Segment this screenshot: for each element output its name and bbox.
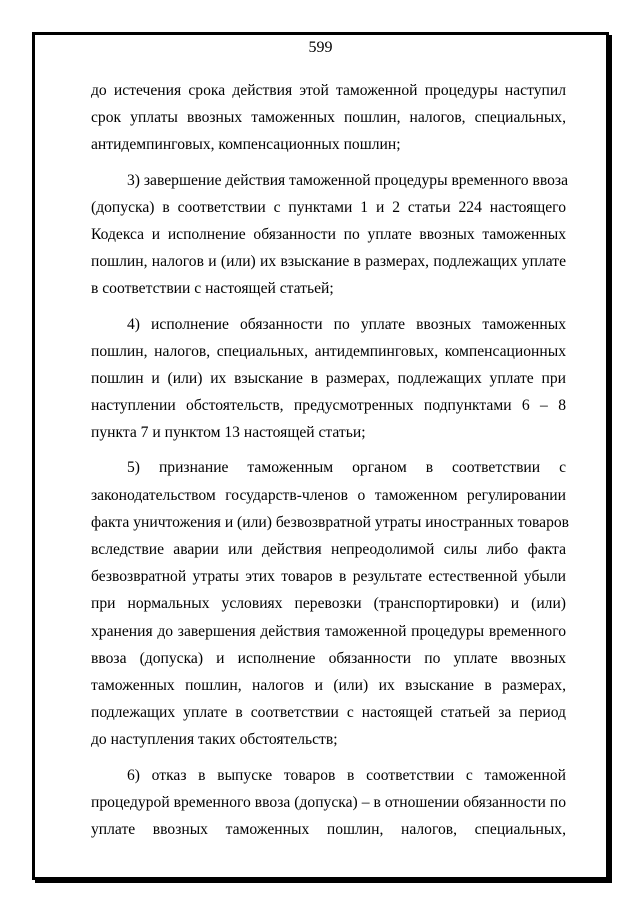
- text-line: (допуска) в соответствии с пунктами 1 и 2 статьи 224 настоящего: [91, 198, 566, 216]
- text-line: безвозвратной утраты этих товаров в результате естественной убыли: [91, 568, 566, 586]
- text-line: уплате ввозных таможенных пошлин, налогов, специальных,: [91, 820, 566, 838]
- text-line: законодательством государств-членов о таможенном регулировании: [91, 486, 566, 504]
- paragraph-p0: [91, 77, 566, 159]
- text-line: антидемпинговых, компенсационных пошлин;: [91, 136, 401, 154]
- text-line: Кодекса и исполнение обязанности по уплате ввозных таможенных: [91, 225, 566, 243]
- text-line: хранения до завершения действия таможенной процедуры временного: [91, 622, 566, 640]
- paragraph-p4: [91, 311, 566, 447]
- text-line: пошлин, налогов, специальных, антидемпинговых, компенсационных: [91, 342, 566, 360]
- text-line: подлежащих уплате в соответствии с настоящей статьей за период: [91, 704, 566, 722]
- text-line: пункта 7 и пунктом 13 настоящей статьи;: [91, 424, 366, 442]
- page-number: 599: [308, 39, 333, 56]
- page-frame: [32, 32, 609, 880]
- text-line: процедурой временного ввоза (допуска) – в отношении обязанности по: [91, 793, 566, 811]
- paragraph-p6: [91, 762, 566, 844]
- text-line: 6) отказ в выпуске товаров в соответствии с таможенной: [127, 766, 566, 784]
- text-line: до наступления таких обстоятельств;: [91, 731, 338, 749]
- text-line: 5) признание таможенным органом в соответствии с: [127, 459, 566, 477]
- text-line: наступлении обстоятельств, предусмотренных подпунктами 6 – 8: [91, 397, 566, 415]
- text-line: 4) исполнение обязанности по уплате ввозных таможенных: [127, 315, 566, 333]
- text-line: при нормальных условиях перевозки (транспортировки) и (или): [91, 595, 566, 613]
- text-line: срок уплаты ввозных таможенных пошлин, налогов, специальных,: [91, 109, 566, 127]
- text-line: пошлин, налогов и (или) их взыскание в размерах, подлежащих уплате: [91, 253, 566, 271]
- paragraph-p5: [91, 454, 570, 753]
- text-line: ввоза (допуска) и исполнение обязанности по уплате ввозных: [91, 649, 566, 667]
- text-line: до истечения срока действия этой таможенной процедуры наступил: [91, 82, 566, 99]
- paragraph-p3: [91, 167, 566, 303]
- text-line: факта уничтожения и (или) безвозвратной утраты иностранных товаров: [91, 513, 570, 531]
- document-body: [91, 77, 570, 843]
- text-line: пошлин и (или) их взыскание в размерах, подлежащих уплате при: [91, 369, 566, 387]
- text-line: таможенных пошлин, налогов и (или) их взыскание в размерах,: [91, 676, 566, 694]
- text-line: вследствие аварии или действия непреодолимой силы либо факта: [91, 541, 566, 558]
- text-line: в соответствии с настоящей статьей;: [91, 280, 334, 298]
- text-line: 3) завершение действия таможенной процедуры временного ввоза: [127, 171, 568, 189]
